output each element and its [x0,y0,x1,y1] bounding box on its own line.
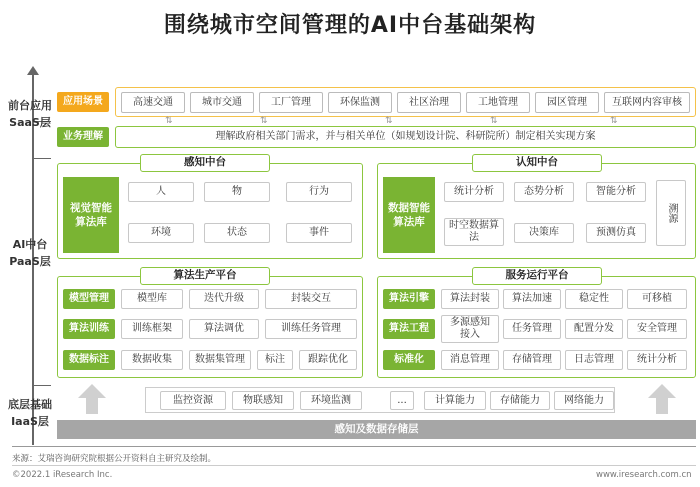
lane-label-line: SaaS层 [9,116,51,129]
connector-arrow-icon: ⇅ [385,116,393,126]
page-title: 围绕城市空间管理的AI中台基础架构 [163,13,537,38]
lane-label-line: PaaS层 [9,255,51,268]
perception-item: 状态 [204,223,270,243]
algo-row-tag: 模型管理 [63,289,115,309]
perception-item: 人 [128,182,194,202]
algo-item: 迭代升级 [189,289,259,309]
cognition-item: 态势分析 [514,182,574,202]
algo-item: 数据收集 [121,350,183,370]
business-tag: 业务理解 [57,127,109,147]
lane-label-line: 前台应用 [8,99,52,112]
service-item: 日志管理 [565,350,623,370]
iaas-bar: 感知及数据存储层 [57,420,696,439]
connector-arrow-icon: ⇅ [165,116,173,126]
service-item: 安全管理 [627,319,687,339]
footer-divider [12,465,696,466]
footer-source: 来源：艾瑞咨询研究院根据公开资料自主研究及绘制。 [12,454,217,464]
lane-label-line: 底层基础 [8,398,52,411]
scenes-tag: 应用场景 [57,92,109,112]
connector-arrow-icon: ⇅ [610,116,618,126]
infra-item: 物联感知 [232,391,294,410]
algo-title: 算法生产平台 [140,267,270,285]
scene-item: 园区管理 [535,92,599,113]
algo-item: 训练框架 [121,319,183,339]
infra-item: 网络能力 [554,391,614,410]
algo-item: 数据集管理 [189,350,251,370]
perception-tag: 视觉智能算法库 [63,177,119,253]
footer-divider [12,446,696,447]
perception-item: 事件 [286,223,352,243]
algo-item: 封装交互 [265,289,357,309]
infra-item: ... [390,391,414,410]
lane-label-iaas [2,396,58,430]
algo-item: 跟踪优化 [299,350,357,370]
service-item: 稳定性 [565,289,623,309]
scene-item: 社区治理 [397,92,461,113]
service-item: 统计分析 [627,350,687,370]
lane-label-line: IaaS层 [11,415,49,428]
service-item: 配置分发 [565,319,623,339]
cognition-tag: 数据智能算法库 [383,177,435,253]
service-row-tag: 标准化 [383,350,435,370]
algo-item: 算法调优 [189,319,259,339]
infra-item: 存储能力 [490,391,550,410]
lane-label-saas [2,97,58,131]
infra-item: 监控资源 [160,391,226,410]
cognition-item: 预测仿真 [586,223,646,243]
algo-row-tag: 算法训练 [63,319,115,339]
up-arrow-icon [648,384,676,414]
scene-item: 城市交通 [190,92,254,113]
cognition-title: 认知中台 [472,154,602,172]
cognition-side: 溯源 [656,180,686,246]
axis-tick [33,385,51,386]
infra-item: 环境监测 [300,391,362,410]
connector-arrow-icon: ⇅ [490,116,498,126]
footer-copyright: ©2022.1 iResearch Inc. [12,470,113,480]
algo-item: 训练任务管理 [265,319,357,339]
service-item: 可移植 [627,289,687,309]
service-row-tag: 算法工程 [383,319,435,339]
lane-label-paas [2,236,58,270]
perception-item: 环境 [128,223,194,243]
connector-arrow-icon: ⇅ [260,116,268,126]
cognition-item: 决策库 [514,223,574,243]
business-text: 理解政府相关部门需求，并与相关单位（如规划设计院、科研院所）制定相关实现方案 [115,126,696,148]
footer-url: www.iresearch.com.cn [596,470,692,480]
service-item: 多源感知接入 [441,315,499,343]
algo-item: 模型库 [121,289,183,309]
service-row-tag: 算法引擎 [383,289,435,309]
service-item: 任务管理 [503,319,561,339]
service-item: 算法封装 [441,289,499,309]
lane-label-line: AI中台 [12,238,48,251]
service-item: 消息管理 [441,350,499,370]
perception-item: 行为 [286,182,352,202]
cognition-item: 智能分析 [586,182,646,202]
infra-item: 计算能力 [424,391,486,410]
cognition-item: 时空数据算法 [444,218,504,246]
perception-title: 感知中台 [140,154,270,172]
scene-item: 环保监测 [328,92,392,113]
scene-item: 工厂管理 [259,92,323,113]
scene-item: 工地管理 [466,92,530,113]
service-item: 存储管理 [503,350,561,370]
scene-item: 互联网内容审核 [604,92,690,113]
axis-tick [33,158,51,159]
service-title: 服务运行平台 [472,267,602,285]
algo-item: 标注 [257,350,293,370]
service-item: 算法加速 [503,289,561,309]
scene-item: 高速交通 [121,92,185,113]
cognition-item: 统计分析 [444,182,504,202]
up-arrow-icon [78,384,106,414]
algo-row-tag: 数据标注 [63,350,115,370]
perception-item: 物 [204,182,270,202]
